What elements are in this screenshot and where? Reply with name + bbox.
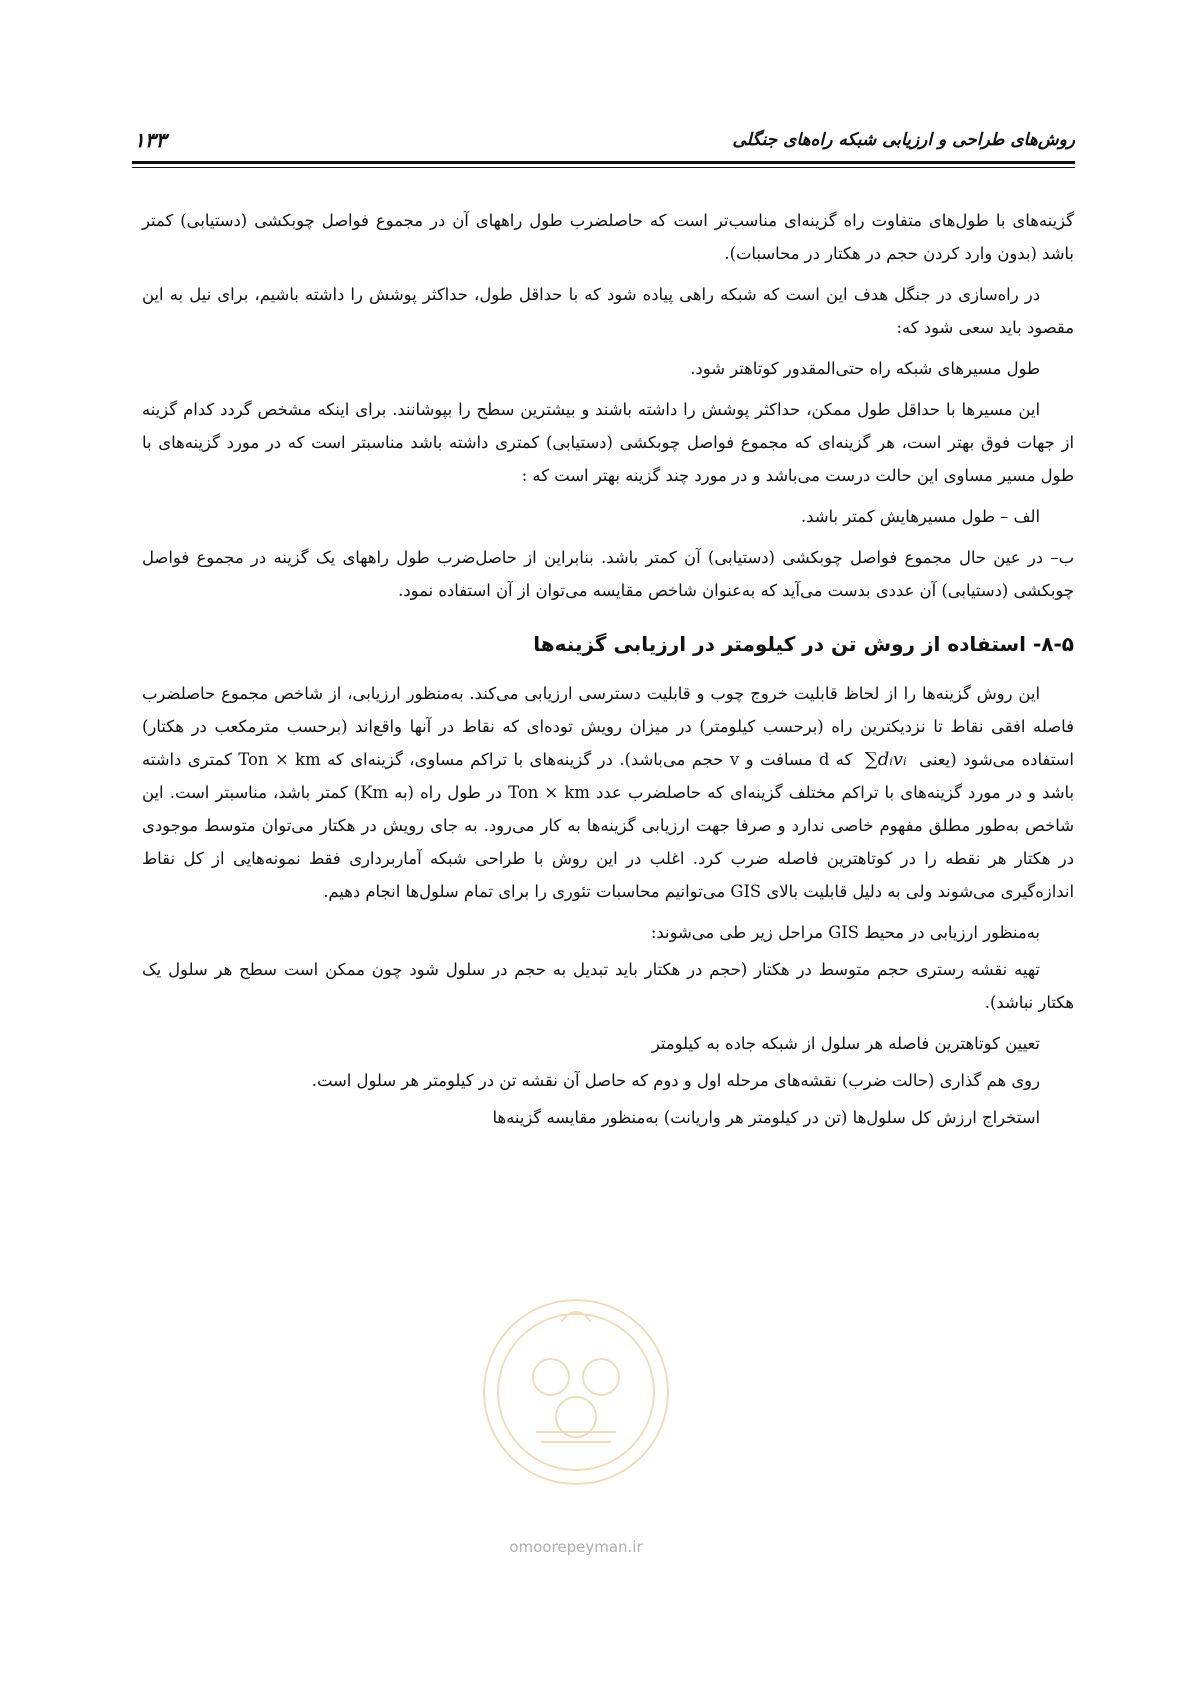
paragraph: الف – طول مسیرهایش کمتر باشد. [800, 507, 1040, 526]
paragraph-text: این روش گزینه‌ها را از لحاظ قابلیت خروج چوب و قابلیت دسترسی ارزیابی می‌کند. به‌منظور ارزیابی، از شاخص مجموع حاصلضرب فاصله افقی نقاط تا نزدیکترین راه (برحسب کیلومتر) در میزان رویش توده‌ای که نقاط در آنها واقع‌اند (برحسب مترمکعب در هکتار) استفاده می‌شود (یعنی [142, 684, 1074, 769]
paragraph: ب– در عین حال مجموع فواصل چوبکشی (دستیابی) آن کمتر باشد. بنابراین از حاصل‌ضرب طول راههای یک گزینه در مجموع فواصل چوبکشی (دستیابی) آن عددی بدست می‌آید که به‌عنوان شاخص مقایسه می‌توان از آن استفاده نمود. [142, 548, 1074, 600]
page-body [142, 204, 1074, 1138]
header-rule-thick [132, 161, 1075, 164]
paragraph: به‌منظور ارزیابی در محیط GIS مراحل زیر طی می‌شوند: [650, 923, 1040, 942]
step-item: تهیه نقشه رستری حجم متوسط در هکتار (حجم در هکتار باید تبدیل به حجم در سلول شود چون ممکن است سطح هر سلول یک هکتار نباشد). [142, 960, 1074, 1012]
paragraph-text: که d مسافت و v حجم می‌باشد). در گزینه‌های با تراکم مساوی، گزینه‌ای که Ton × km کمتری داشته باشد و در مورد گزینه‌های با تراکم مختلف گزینه‌ای که حاصلضرب عدد Ton × km در طول راه (به Km) کمتر باشد، مناسبتر است. این شاخص به‌طور مطلق مفهوم خاصی ندارد و صرفا جهت ارزیابی گزینه‌ها به کار می‌رود. به جای رویش در هکتار می‌توان متوسط موجودی در هکتار هر نقطه را در کوتاهترین فاصله ضرب کرد. اغلب در این روش با طراحی شبکه آماربرداری فقط نمونه‌هایی از کل نقاط اندازه‌گیری می‌شوند ولی به دلیل قابلیت بالای GIS می‌توانیم محاسبات تئوری را برای تمام سلول‌ها انجام دهیم. [142, 750, 1074, 901]
paragraph: این مسیرها با حداقل طول ممکن، حداکثر پوشش را داشته باشند و بیشترین سطح را بپوشانند. برای اینکه مشخص گردد کدام گزینه از جهات فوق بهتر است، هر گزینه‌ای که مجموع فواصل چوبکشی (دستیابی) کمتری داشته باشد مناسبتر است که در مورد گزینه‌های با طول مسیر مساوی این حالت درست می‌باشد و در مورد چند گزینه بهتر است که : [142, 400, 1074, 485]
step-item: روی هم گذاری (حالت ضرب) نقشه‌های مرحله اول و دوم که حاصل آن نقشه تن در کیلومتر هر سلول است. [311, 1071, 1040, 1090]
paragraph-method [142, 677, 1074, 908]
paragraph: در راه‌سازی در جنگل هدف این است که شبکه راهی پیاده شود که با حداقل طول، حداکثر پوشش را داشته باشیم، برای نیل به این مقصود باید سعی شود که: [142, 285, 1074, 337]
formula: ∑dᵢvᵢ [864, 749, 907, 770]
page-header [132, 118, 1075, 158]
header-rule-thin [132, 167, 1075, 168]
running-title: روش‌های طراحی و ارزیابی شبکه راه‌های جنگلی [732, 130, 1075, 150]
watermark-seal [466, 1282, 686, 1582]
step-item: تعیین کوتاهترین فاصله هر سلول از شبکه جاده به کیلومتر [651, 1034, 1040, 1053]
paragraph: گزینه‌های با طول‌های متفاوت راه گزینه‌ای مناسب‌تر است که حاصلضرب طول راههای آن در مجموع فواصل چوبکشی (دستیابی) کمتر باشد (بدون وارد کردن حجم در هکتار در محاسبات). [142, 211, 1074, 263]
watermark-text: omoorepeyman.ir [509, 1538, 643, 1556]
section-heading: ۸-۵- استفاده از روش تن در کیلومتر در ارزیابی گزینه‌ها [533, 632, 1074, 656]
step-item: استخراج ارزش کل سلول‌ها (تن در کیلومتر هر واریانت) به‌منظور مقایسه گزینه‌ها [492, 1108, 1040, 1127]
page-number: ۱۳۳ [134, 128, 167, 152]
paragraph: طول مسیرهای شبکه راه حتی‌المقدور کوتاهتر شود. [690, 359, 1040, 378]
